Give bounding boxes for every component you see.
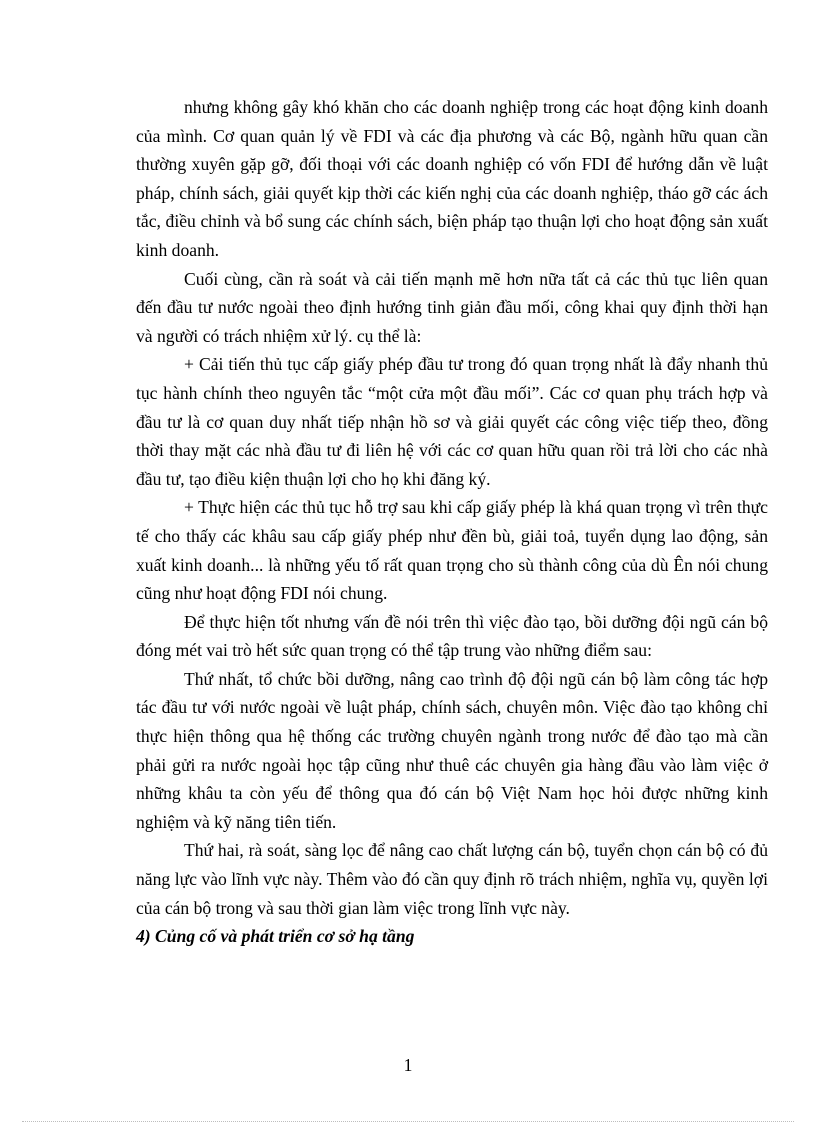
paragraph-3: + Cải tiến thủ tục cấp giấy phép đầu tư trong đó quan trọng nhất là đẩy nhanh thủ tục hành chính theo nguyên tắc “một cửa một đầu mối”. Các cơ quan phụ trách hợp và đầu tư là cơ quan duy nhất tiếp nhận hồ sơ và giải quyết các công việc tiếp theo, đồng thời thay mặt các nhà đầu tư đi liên hệ với các cơ quan hữu quan rồi trả lời cho các nhà đầu tư, tạo điều kiện thuận lợi cho họ khi đăng ký. — [136, 354, 768, 489]
paragraph-4: + Thực hiện các thủ tục hỗ trợ sau khi cấp giấy phép là khá quan trọng vì trên thực tế cho thấy các khâu sau cấp giấy phép như đền bù, giải toả, tuyển dụng lao động, sản xuất kinh doanh... là những yếu tố rất quan trọng cho sù thành công của dù Ên nói chung cũng như hoạt động FDI nói chung. — [136, 497, 768, 604]
page-content — [136, 93, 768, 951]
paragraph-1: nhưng không gây khó khăn cho các doanh nghiệp trong các hoạt động kinh doanh của mình. Cơ quan quản lý về FDI và các địa phương và các Bộ, ngành hữu quan cần thường xuyên gặp gỡ, đối thoại với các doanh nghiệp có vốn FDI để hướng dẫn về luật pháp, chính sách, giải quyết kịp thời các kiến nghị của các doanh nghiệp, tháo gỡ các ách tắc, điều chỉnh và bổ sung các chính sách, biện pháp tạo thuận lợi cho hoạt động sản xuất kinh doanh. — [136, 97, 768, 260]
page-bottom-divider — [22, 1121, 794, 1122]
section-heading: 4) Củng cố và phát triển cơ sở hạ tầng — [136, 926, 415, 947]
page-number: 1 — [403, 1055, 413, 1075]
paragraph-7: Thứ hai, rà soát, sàng lọc để nâng cao chất lượng cán bộ, tuyển chọn cán bộ có đủ năng lực vào lĩnh vực này. Thêm vào đó cần quy định rõ trách nhiệm, nghĩa vụ, quyền lợi của cán bộ trong và sau thời gian làm việc trong lĩnh vực này. — [136, 840, 768, 918]
paragraph-2: Cuối cùng, cần rà soát và cải tiến mạnh mẽ hơn nữa tất cả các thủ tục liên quan đến đầu tư nước ngoài theo định hướng tinh giản đầu mối, công khai quy định thời hạn và người có trách nhiệm xử lý. cụ thể là: — [136, 268, 768, 346]
paragraph-5: Để thực hiện tốt nhưng vấn đề nói trên thì việc đào tạo, bồi dưỡng đội ngũ cán bộ đóng mét vai trò hết sức quan trọng có thể tập trung vào những điểm sau: — [136, 611, 768, 661]
paragraph-6: Thứ nhất, tổ chức bồi dưỡng, nâng cao trình độ đội ngũ cán bộ làm công tác hợp tác đầu tư với nước ngoài về luật pháp, chính sách, chuyên môn. Việc đào tạo không chỉ thực hiện thông qua hệ thống các trường chuyên ngành trong nước để đào tạo mà cần phải gửi ra nước ngoài học tập cũng như thuê các chuyên gia hàng đầu vào làm việc ở những khâu ta còn yếu để thông qua đó cán bộ Việt Nam học hỏi được những kinh nghiệm và kỹ năng tiên tiến. — [136, 668, 768, 832]
